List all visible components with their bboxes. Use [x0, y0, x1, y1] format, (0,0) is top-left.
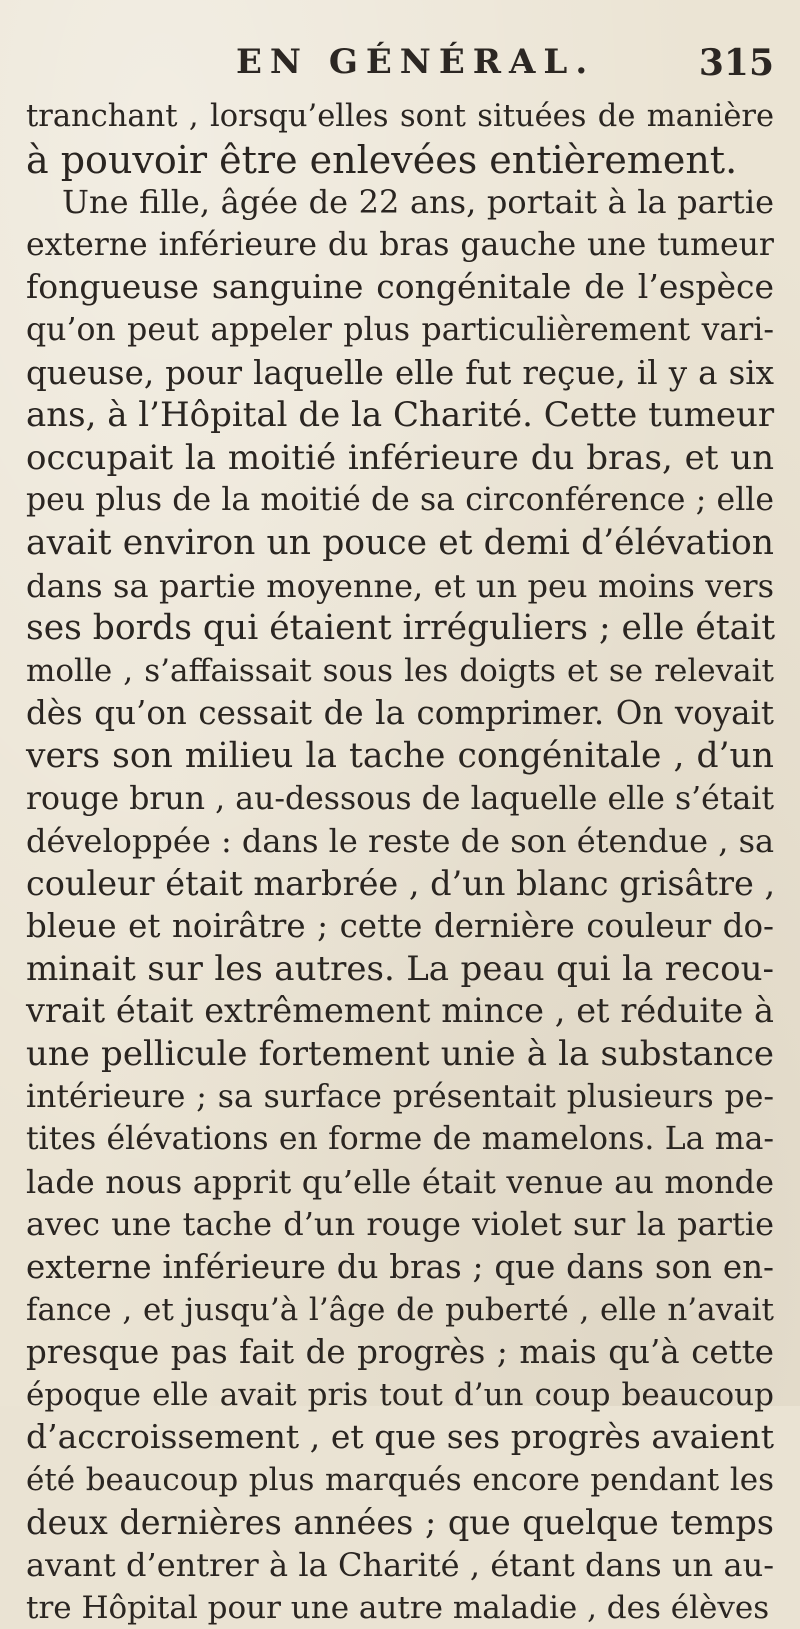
text-line: qu’on peut appeler plus particulièrement vari- — [26, 311, 774, 348]
text-line: vrait était extrêmement mince , et réduite à — [26, 991, 774, 1031]
text-line: époque elle avait pris tout d’un coup beaucoup — [26, 1376, 774, 1413]
text-line: occupait la moitié inférieure du bras, et un — [26, 437, 774, 478]
text-line: externe inférieure du bras ; que dans son en- — [26, 1248, 774, 1287]
text-line: intérieure ; sa surface présentait plusieurs pe- — [26, 1078, 774, 1115]
text-line: dans sa partie moyenne, et un peu moins vers — [26, 566, 774, 605]
text-line: ses bords qui étaient irréguliers ; elle était — [26, 608, 776, 649]
text-line: ans, à l’Hôpital de la Charité. Cette tumeur — [26, 395, 775, 436]
text-line: tranchant , lorsqu’elles sont situées de manière — [26, 99, 774, 134]
text-line: rouge brun , au-dessous de laquelle elle s’était — [26, 780, 774, 817]
text-line: avant d’entrer à la Charité , étant dans un au- — [26, 1546, 774, 1585]
text-line: lade nous apprit qu’elle était venue au monde — [26, 1162, 774, 1201]
text-line: une pellicule fortement unie à la substance — [26, 1034, 774, 1075]
text-line: queuse, pour laquelle elle fut reçue, il y a six — [26, 353, 774, 392]
text-line: d’accroissement , et que ses progrès avaient — [26, 1417, 774, 1457]
text-line: avait environ un pouce et demi d’élévation — [26, 522, 774, 563]
text-line: peu plus de la moitié de sa circonférence ; elle — [26, 482, 774, 519]
body-text — [26, 96, 774, 1629]
text-line: été beaucoup plus marqués encore pendant les — [26, 1462, 774, 1498]
text-line: presque pas fait de progrès ; mais qu’à cette — [26, 1333, 774, 1372]
text-line: minait sur les autres. La peau qui la recou- — [26, 948, 774, 989]
text-line: tre Hôpital pour une autre maladie , des élèves — [26, 1589, 770, 1626]
text-line: dès qu’on cessait de la comprimer. On voyait — [26, 694, 774, 733]
text-line: molle , s’affaissait sous les doigts et se relevait — [26, 652, 774, 689]
text-line: bleue et noirâtre ; cette dernière couleur do- — [26, 907, 774, 946]
text-line: vers son milieu la tache congénitale , d’un — [26, 735, 774, 776]
text-line: à pouvoir être enlevées entièrement. — [26, 137, 738, 182]
text-line: développée : dans le reste de son étendue , sa — [26, 822, 775, 861]
running-title: EN GÉNÉRAL. — [236, 42, 596, 82]
text-line: fongueuse sanguine congénitale de l’espèce — [26, 267, 774, 307]
paragraph-first-line: Une fille, âgée de 22 ans, portait à la partie — [62, 183, 774, 222]
text-line: deux dernières années ; que quelque temps — [26, 1502, 774, 1542]
text-line: avec une tache d’un rouge violet sur la partie — [26, 1205, 774, 1244]
text-line: tites élévations en forme de mamelons. La ma- — [26, 1121, 774, 1158]
page-number: 315 — [698, 42, 774, 84]
running-head — [0, 42, 800, 86]
text-line: couleur était marbrée , d’un blanc grisâtre , — [26, 863, 776, 903]
text-line: fance , et jusqu’à l’âge de puberté , elle n’avait — [26, 1291, 774, 1328]
text-line: externe inférieure du bras gauche une tumeur — [26, 226, 774, 263]
